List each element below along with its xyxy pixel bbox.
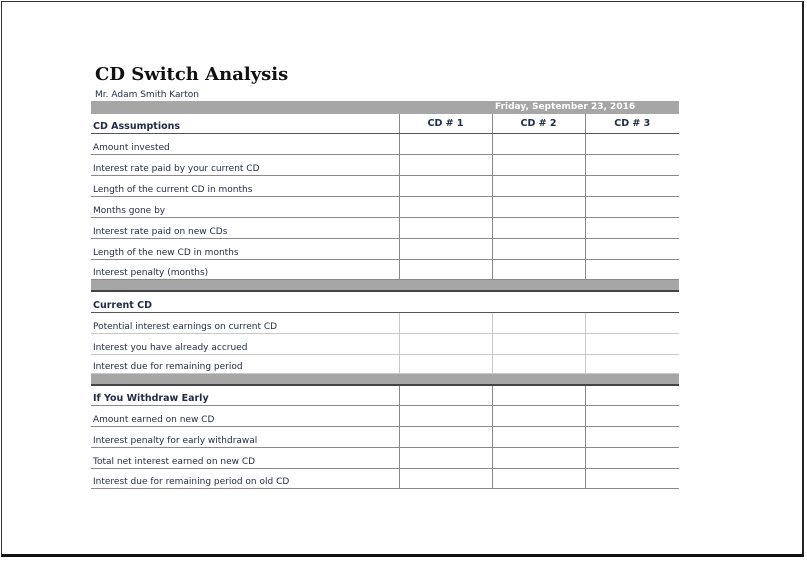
calc-cell [585, 405, 679, 426]
section-heading-assumptions: CD Assumptions [91, 114, 399, 133]
input-cell[interactable] [492, 238, 585, 259]
input-cell[interactable] [399, 196, 492, 217]
header-blank [585, 291, 679, 312]
calc-cell [492, 354, 585, 373]
input-cell[interactable] [585, 217, 679, 238]
row-label-accrued-interest: Interest you have already accrued [91, 333, 399, 354]
input-cell[interactable] [492, 217, 585, 238]
section-divider [399, 373, 492, 385]
row-label-new-length: Length of the new CD in months [91, 238, 399, 259]
row-label-withdrawal-penalty: Interest penalty for early withdrawal [91, 426, 399, 447]
input-cell[interactable] [585, 238, 679, 259]
input-cell[interactable] [399, 238, 492, 259]
calc-cell [492, 405, 585, 426]
row-label-interest-due-old: Interest due for remaining period on old CD [91, 468, 399, 488]
row-label-amount-earned-new: Amount earned on new CD [91, 405, 399, 426]
prepared-by: Mr. Adam Smith Karton [95, 90, 199, 100]
input-cell[interactable] [399, 133, 492, 154]
input-cell[interactable] [585, 133, 679, 154]
input-cell[interactable] [492, 259, 585, 279]
column-header-cd1: CD # 1 [399, 114, 492, 133]
input-cell[interactable] [399, 259, 492, 279]
document-date: Friday, September 23, 2016 [495, 102, 636, 112]
section-divider [91, 373, 399, 385]
calc-cell [585, 468, 679, 488]
row-label-current-rate: Interest rate paid by your current CD [91, 154, 399, 175]
input-cell[interactable] [585, 175, 679, 196]
column-header-cd3: CD # 3 [585, 114, 679, 133]
section-heading-withdraw-early: If You Withdraw Early [91, 385, 399, 405]
calc-cell [399, 333, 492, 354]
row-label-current-length: Length of the current CD in months [91, 175, 399, 196]
row-label-total-net-interest: Total net interest earned on new CD [91, 447, 399, 468]
calc-cell [492, 385, 585, 405]
input-cell[interactable] [492, 196, 585, 217]
input-cell[interactable] [492, 175, 585, 196]
row-label-interest-due: Interest due for remaining period [91, 354, 399, 373]
calc-cell [585, 447, 679, 468]
input-cell[interactable] [585, 196, 679, 217]
date-bar [91, 101, 679, 114]
input-cell[interactable] [492, 133, 585, 154]
section-divider [492, 279, 585, 291]
calc-cell [399, 354, 492, 373]
calc-cell [585, 426, 679, 447]
calc-cell [585, 354, 679, 373]
header-blank [492, 291, 585, 312]
input-cell[interactable] [585, 154, 679, 175]
section-divider [585, 279, 679, 291]
row-label-new-rate: Interest rate paid on new CDs [91, 217, 399, 238]
input-cell[interactable] [399, 217, 492, 238]
calc-cell [399, 312, 492, 333]
calc-cell [585, 312, 679, 333]
calc-cell [399, 468, 492, 488]
input-cell[interactable] [399, 154, 492, 175]
section-heading-current-cd: Current CD [91, 291, 399, 312]
row-label-months-gone: Months gone by [91, 196, 399, 217]
section-divider [399, 279, 492, 291]
calc-cell [492, 468, 585, 488]
section-divider [585, 373, 679, 385]
calc-cell [399, 447, 492, 468]
calc-cell [585, 385, 679, 405]
calc-cell [492, 447, 585, 468]
row-label-potential-earnings: Potential interest earnings on current CD [91, 312, 399, 333]
calc-cell [399, 385, 492, 405]
row-label-interest-penalty: Interest penalty (months) [91, 259, 399, 279]
calc-cell [399, 405, 492, 426]
calc-cell [399, 426, 492, 447]
row-label-amount-invested: Amount invested [91, 133, 399, 154]
section-divider [492, 373, 585, 385]
document-title: CD Switch Analysis [95, 64, 289, 85]
header-blank [399, 291, 492, 312]
calc-cell [585, 333, 679, 354]
input-cell[interactable] [399, 175, 492, 196]
column-header-cd2: CD # 2 [492, 114, 585, 133]
calc-cell [492, 312, 585, 333]
cd-switch-table [91, 114, 679, 489]
calc-cell [492, 333, 585, 354]
calc-cell [492, 426, 585, 447]
section-divider [91, 279, 399, 291]
input-cell[interactable] [492, 154, 585, 175]
input-cell[interactable] [585, 259, 679, 279]
